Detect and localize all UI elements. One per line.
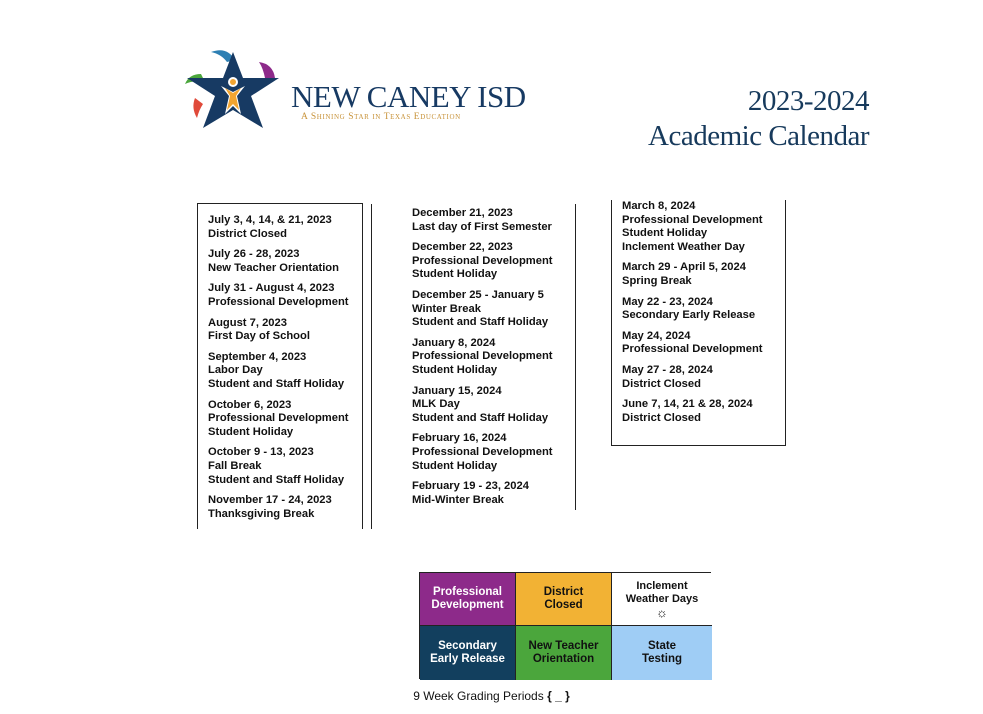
calendar-event bbox=[412, 289, 576, 330]
legend-label: Development bbox=[431, 599, 504, 611]
event-date: May 22 - 23, 2024 bbox=[622, 295, 713, 308]
legend-item bbox=[612, 573, 712, 626]
grading-period-symbol: { _ } bbox=[547, 689, 570, 703]
event-date: May 27 - 28, 2024 bbox=[622, 363, 713, 376]
legend-label: Secondary bbox=[438, 640, 497, 652]
legend-label: Early Release bbox=[430, 653, 505, 665]
event-date: June 7, 14, 21 & 28, 2024 bbox=[622, 398, 753, 411]
legend-item bbox=[612, 626, 712, 680]
calendar-event bbox=[622, 296, 785, 323]
legend-label: Orientation bbox=[532, 653, 595, 665]
event-description: MLK Day bbox=[412, 398, 460, 411]
events-column-3 bbox=[611, 200, 786, 446]
event-description: Secondary Early Release bbox=[622, 309, 756, 322]
event-description: Student and Staff Holiday bbox=[208, 377, 345, 390]
calendar-event bbox=[208, 351, 362, 392]
calendar-event bbox=[208, 494, 362, 521]
event-description: Thanksgiving Break bbox=[208, 507, 315, 520]
calendar-event bbox=[412, 241, 576, 282]
event-description: District Closed bbox=[208, 227, 287, 240]
event-description: First Day of School bbox=[208, 330, 310, 343]
calendar-event bbox=[208, 214, 362, 241]
legend-label: Testing bbox=[641, 653, 683, 665]
event-date: September 4, 2023 bbox=[208, 350, 307, 363]
calendar-event bbox=[412, 432, 576, 473]
event-description: Labor Day bbox=[208, 364, 263, 377]
legend-label: Professional bbox=[432, 586, 503, 598]
event-description: Student and Staff Holiday bbox=[412, 316, 549, 329]
event-description: District Closed bbox=[622, 377, 701, 390]
calendar-title bbox=[648, 84, 869, 154]
event-description: Student Holiday bbox=[622, 227, 708, 240]
events-column-1 bbox=[197, 203, 363, 529]
grading-period-note bbox=[0, 689, 983, 703]
event-description: Student and Staff Holiday bbox=[412, 411, 549, 424]
brand-block bbox=[291, 79, 526, 123]
event-date: February 19 - 23, 2024 bbox=[412, 480, 529, 493]
event-description: Professional Development bbox=[208, 412, 349, 425]
event-description: Student Holiday bbox=[208, 425, 294, 438]
event-description: Student Holiday bbox=[412, 268, 498, 281]
event-date: August 7, 2023 bbox=[208, 316, 287, 329]
legend-label: Inclement bbox=[636, 579, 688, 592]
event-description: Winter Break bbox=[412, 302, 481, 315]
event-date: February 16, 2024 bbox=[412, 432, 507, 445]
legend-label: State bbox=[647, 640, 677, 652]
district-name: NEW CANEY ISD bbox=[291, 79, 526, 114]
calendar-event bbox=[622, 398, 785, 425]
event-description: Student Holiday bbox=[412, 459, 498, 472]
event-description: Student Holiday bbox=[412, 363, 498, 376]
district-logo-icon bbox=[183, 48, 283, 132]
legend-item bbox=[420, 626, 516, 680]
event-description: Fall Break bbox=[208, 459, 262, 472]
grading-period-text: 9 Week Grading Periods bbox=[413, 689, 544, 703]
calendar-event bbox=[208, 282, 362, 309]
column-divider bbox=[575, 204, 576, 510]
legend-item bbox=[420, 573, 516, 626]
event-date: July 3, 4, 14, & 21, 2023 bbox=[208, 214, 332, 226]
events-column-2 bbox=[412, 207, 576, 510]
event-date: January 8, 2024 bbox=[412, 336, 496, 349]
calendar-event bbox=[412, 480, 576, 507]
event-date: December 25 - January 5 bbox=[412, 288, 544, 301]
event-date: March 29 - April 5, 2024 bbox=[622, 261, 746, 274]
legend-item bbox=[516, 626, 612, 680]
event-description: Professional Development bbox=[622, 343, 763, 356]
calendar-event bbox=[412, 207, 576, 234]
event-description: New Teacher Orientation bbox=[208, 261, 339, 274]
event-date: October 6, 2023 bbox=[208, 398, 292, 411]
event-description: Spring Break bbox=[622, 274, 692, 287]
calendar-event bbox=[412, 337, 576, 378]
event-description: Professional Development bbox=[208, 295, 349, 308]
calendar-event bbox=[208, 446, 362, 487]
event-date: October 9 - 13, 2023 bbox=[208, 446, 314, 459]
event-description: Professional Development bbox=[412, 445, 553, 458]
event-description: Professional Development bbox=[622, 213, 763, 226]
event-date: December 21, 2023 bbox=[412, 207, 513, 219]
sun-icon: ☼ bbox=[656, 604, 668, 620]
event-date: December 22, 2023 bbox=[412, 241, 513, 254]
event-description: Inclement Weather Day bbox=[622, 240, 745, 253]
column-divider bbox=[371, 204, 372, 529]
event-date: July 31 - August 4, 2023 bbox=[208, 282, 335, 295]
calendar-event bbox=[622, 330, 785, 357]
event-description: Last day of First Semester bbox=[412, 220, 552, 233]
legend-label: Weather Days bbox=[625, 592, 699, 605]
calendar-subtitle: Academic Calendar bbox=[648, 120, 869, 152]
calendar-event bbox=[622, 200, 785, 254]
event-description: District Closed bbox=[622, 411, 701, 424]
event-description: Professional Development bbox=[412, 350, 553, 363]
legend-label: District bbox=[543, 586, 584, 598]
calendar-event bbox=[622, 364, 785, 391]
legend-label: Closed bbox=[544, 599, 583, 611]
event-date: July 26 - 28, 2023 bbox=[208, 248, 300, 261]
event-description: Mid-Winter Break bbox=[412, 493, 504, 506]
event-date: March 8, 2024 bbox=[622, 200, 696, 212]
calendar-year: 2023-2024 bbox=[747, 85, 869, 117]
legend-item bbox=[516, 573, 612, 626]
legend-label: New Teacher bbox=[528, 640, 599, 652]
calendar-event bbox=[208, 248, 362, 275]
event-description: Student and Staff Holiday bbox=[208, 473, 345, 486]
calendar-event bbox=[208, 317, 362, 344]
calendar-event bbox=[412, 385, 576, 426]
event-description: Professional Development bbox=[412, 254, 553, 267]
event-date: May 24, 2024 bbox=[622, 329, 691, 342]
calendar-event bbox=[622, 261, 785, 288]
event-date: January 15, 2024 bbox=[412, 384, 502, 397]
calendar-legend bbox=[419, 572, 711, 679]
event-date: November 17 - 24, 2023 bbox=[208, 494, 332, 507]
district-tagline: A Shining Star in Texas Education bbox=[301, 112, 461, 122]
calendar-event bbox=[208, 399, 362, 440]
